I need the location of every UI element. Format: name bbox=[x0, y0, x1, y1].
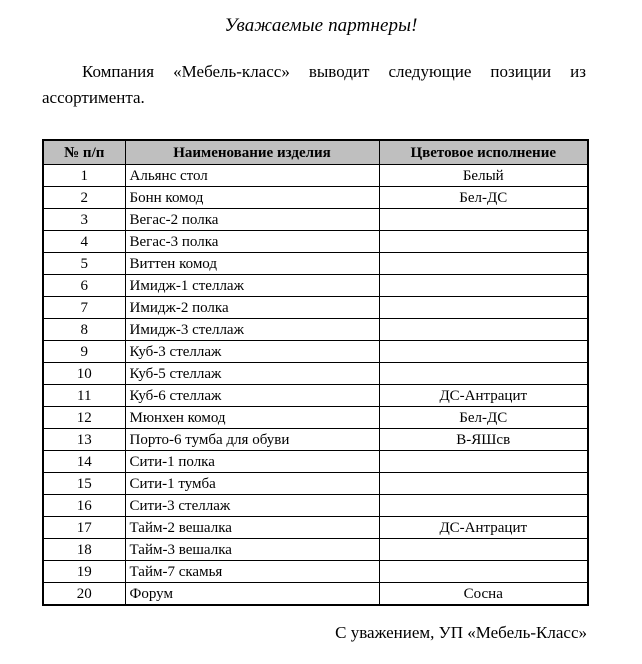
cell-color: В-ЯШсв bbox=[379, 429, 588, 451]
cell-color bbox=[379, 297, 588, 319]
cell-product-name: Имидж-3 стеллаж bbox=[125, 319, 379, 341]
cell-color bbox=[379, 495, 588, 517]
cell-number: 4 bbox=[43, 231, 125, 253]
cell-color bbox=[379, 473, 588, 495]
table-row bbox=[43, 275, 588, 297]
table-body bbox=[43, 165, 588, 606]
cell-number: 12 bbox=[43, 407, 125, 429]
cell-number: 1 bbox=[43, 165, 125, 187]
table-row bbox=[43, 231, 588, 253]
table-row bbox=[43, 473, 588, 495]
cell-product-name: Вегас-2 полка bbox=[125, 209, 379, 231]
column-header-number: № п/п bbox=[43, 140, 125, 165]
cell-product-name: Куб-5 стеллаж bbox=[125, 363, 379, 385]
cell-product-name: Куб-3 стеллаж bbox=[125, 341, 379, 363]
page-title: Уважаемые партнеры! bbox=[224, 15, 418, 36]
cell-product-name: Сити-1 полка bbox=[125, 451, 379, 473]
table-header bbox=[43, 140, 588, 165]
cell-number: 15 bbox=[43, 473, 125, 495]
cell-number: 9 bbox=[43, 341, 125, 363]
product-table-container bbox=[42, 139, 587, 606]
cell-color bbox=[379, 561, 588, 583]
table-row bbox=[43, 165, 588, 187]
column-header-name: Наименование изделия bbox=[125, 140, 379, 165]
cell-color: ДС-Антрацит bbox=[379, 517, 588, 539]
cell-number: 6 bbox=[43, 275, 125, 297]
cell-color bbox=[379, 253, 588, 275]
table-row bbox=[43, 451, 588, 473]
cell-color: Сосна bbox=[379, 583, 588, 606]
cell-number: 10 bbox=[43, 363, 125, 385]
cell-color: Бел-ДС bbox=[379, 407, 588, 429]
cell-number: 2 bbox=[43, 187, 125, 209]
table-row bbox=[43, 495, 588, 517]
cell-color bbox=[379, 231, 588, 253]
table-row bbox=[43, 253, 588, 275]
table-row bbox=[43, 319, 588, 341]
cell-product-name: Сити-3 стеллаж bbox=[125, 495, 379, 517]
table-row bbox=[43, 583, 588, 606]
cell-number: 8 bbox=[43, 319, 125, 341]
cell-number: 14 bbox=[43, 451, 125, 473]
table-row bbox=[43, 187, 588, 209]
cell-color: Бел-ДС bbox=[379, 187, 588, 209]
cell-color: ДС-Антрацит bbox=[379, 385, 588, 407]
cell-product-name: Имидж-1 стеллаж bbox=[125, 275, 379, 297]
cell-color: Белый bbox=[379, 165, 588, 187]
table-row bbox=[43, 341, 588, 363]
cell-product-name: Альянс стол bbox=[125, 165, 379, 187]
cell-number: 17 bbox=[43, 517, 125, 539]
signature-line: С уважением, УП «Мебель-Класс» bbox=[335, 623, 587, 642]
table-row bbox=[43, 407, 588, 429]
cell-number: 20 bbox=[43, 583, 125, 606]
table-row bbox=[43, 561, 588, 583]
table-row bbox=[43, 297, 588, 319]
table-row bbox=[43, 209, 588, 231]
cell-product-name: Форум bbox=[125, 583, 379, 606]
table-row bbox=[43, 517, 588, 539]
cell-product-name: Тайм-7 скамья bbox=[125, 561, 379, 583]
cell-color bbox=[379, 319, 588, 341]
cell-product-name: Бонн комод bbox=[125, 187, 379, 209]
table-header-row bbox=[43, 140, 588, 165]
cell-product-name: Имидж-2 полка bbox=[125, 297, 379, 319]
cell-color bbox=[379, 539, 588, 561]
cell-product-name: Мюнхен комод bbox=[125, 407, 379, 429]
cell-product-name: Порто-6 тумба для обуви bbox=[125, 429, 379, 451]
cell-color bbox=[379, 275, 588, 297]
cell-number: 5 bbox=[43, 253, 125, 275]
cell-number: 3 bbox=[43, 209, 125, 231]
cell-product-name: Сити-1 тумба bbox=[125, 473, 379, 495]
cell-product-name: Тайм-3 вешалка bbox=[125, 539, 379, 561]
table-row bbox=[43, 429, 588, 451]
cell-color bbox=[379, 209, 588, 231]
table-row bbox=[43, 539, 588, 561]
intro-paragraph: Компания «Мебель-класс» выводит следующие позиции из ассортимента. bbox=[42, 62, 586, 107]
cell-product-name: Вегас-3 полка bbox=[125, 231, 379, 253]
cell-product-name: Тайм-2 вешалка bbox=[125, 517, 379, 539]
cell-number: 7 bbox=[43, 297, 125, 319]
cell-number: 13 bbox=[43, 429, 125, 451]
table-row bbox=[43, 363, 588, 385]
cell-product-name: Виттен комод bbox=[125, 253, 379, 275]
cell-number: 11 bbox=[43, 385, 125, 407]
cell-product-name: Куб-6 стеллаж bbox=[125, 385, 379, 407]
table-row bbox=[43, 385, 588, 407]
product-table bbox=[42, 139, 589, 606]
cell-color bbox=[379, 363, 588, 385]
cell-number: 16 bbox=[43, 495, 125, 517]
cell-color bbox=[379, 451, 588, 473]
column-header-color: Цветовое исполнение bbox=[379, 140, 588, 165]
cell-number: 19 bbox=[43, 561, 125, 583]
cell-color bbox=[379, 341, 588, 363]
cell-number: 18 bbox=[43, 539, 125, 561]
